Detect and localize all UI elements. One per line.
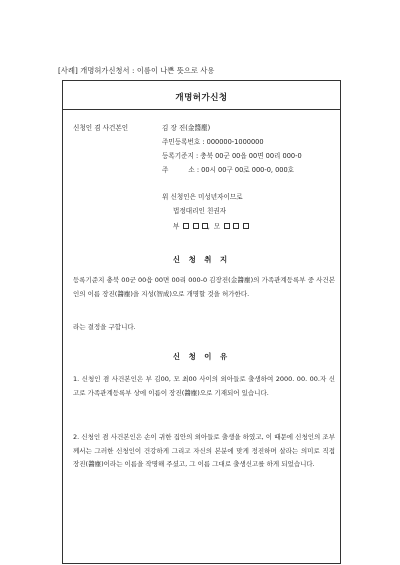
address-label: 주 (162, 166, 169, 174)
guardian-title: 법정대리인 친권자 (173, 207, 227, 215)
title-divider (63, 109, 340, 110)
name-box (183, 223, 189, 229)
form-title: 개명허가신청 (175, 93, 228, 103)
name-box (243, 223, 249, 229)
purpose-text: 등록기준지 충북 00군 00읍 00면 00리 000-0 김장진(金醬塵)의 가족관계등록부 중 사건본인의 이름 장진(醬塵)을 지성(智成)으로 개명할 것을 허가한다. (73, 276, 335, 298)
registry-address: 등록기준지 : 충북 00군 00읍 00면 00리 000-0 (162, 152, 302, 160)
reason-paragraph-2: 2. 신청인 겸 사건본인은 손이 귀한 집안의 외아들로 출생을 하였고, 이 때문에 신청인의 조부께서는 그러한 신청인이 건강하게 그리고 자신의 본분에 맞게 정진하며 살라는 의미로 직접 장진(醬塵)이라는 이름을 작명해 주셨고, 그 이름 그대로 출생신고를 하게 되었습니다. (73, 433, 335, 468)
applicant-name: 김 장 진(金醬塵) (162, 124, 211, 132)
father-label: 부 (173, 222, 181, 231)
caption: [사례] 개명허가신청서 : 이름이 나쁜 뜻으로 사용 (58, 66, 215, 75)
mother-label: , 모 (207, 222, 222, 231)
resident-number: 주민등록번호 : 000000-1000000 (162, 138, 264, 146)
guardian-intro: 위 신청인은 미성년자이므로 (162, 193, 243, 201)
address-line (162, 167, 294, 174)
purpose-closing: 라는 결정을 구합니다. (73, 323, 136, 331)
application-form (62, 80, 341, 564)
applicant-role-label: 신청인 겸 사건본인 (73, 124, 129, 132)
name-box (233, 223, 239, 229)
address-label-2: 소 (188, 166, 195, 174)
name-box (224, 223, 230, 229)
address-value: : 00시 00구 00로 000-0, 000호 (196, 166, 295, 174)
purpose-heading: 신 청 취 지 (172, 255, 231, 264)
guardian-parents (173, 223, 249, 230)
reason-heading: 신 청 이 유 (172, 352, 231, 361)
name-box (193, 223, 199, 229)
reason-paragraph-1: 1. 신청인 겸 사건본인은 부 김00, 모 최00 사이의 외아들로 출생하여 2000. 00. 00.자 신고로 가족관계등록부 상에 이름이 장진(醬塵)으로 기재되어 있습니다. (73, 375, 335, 397)
